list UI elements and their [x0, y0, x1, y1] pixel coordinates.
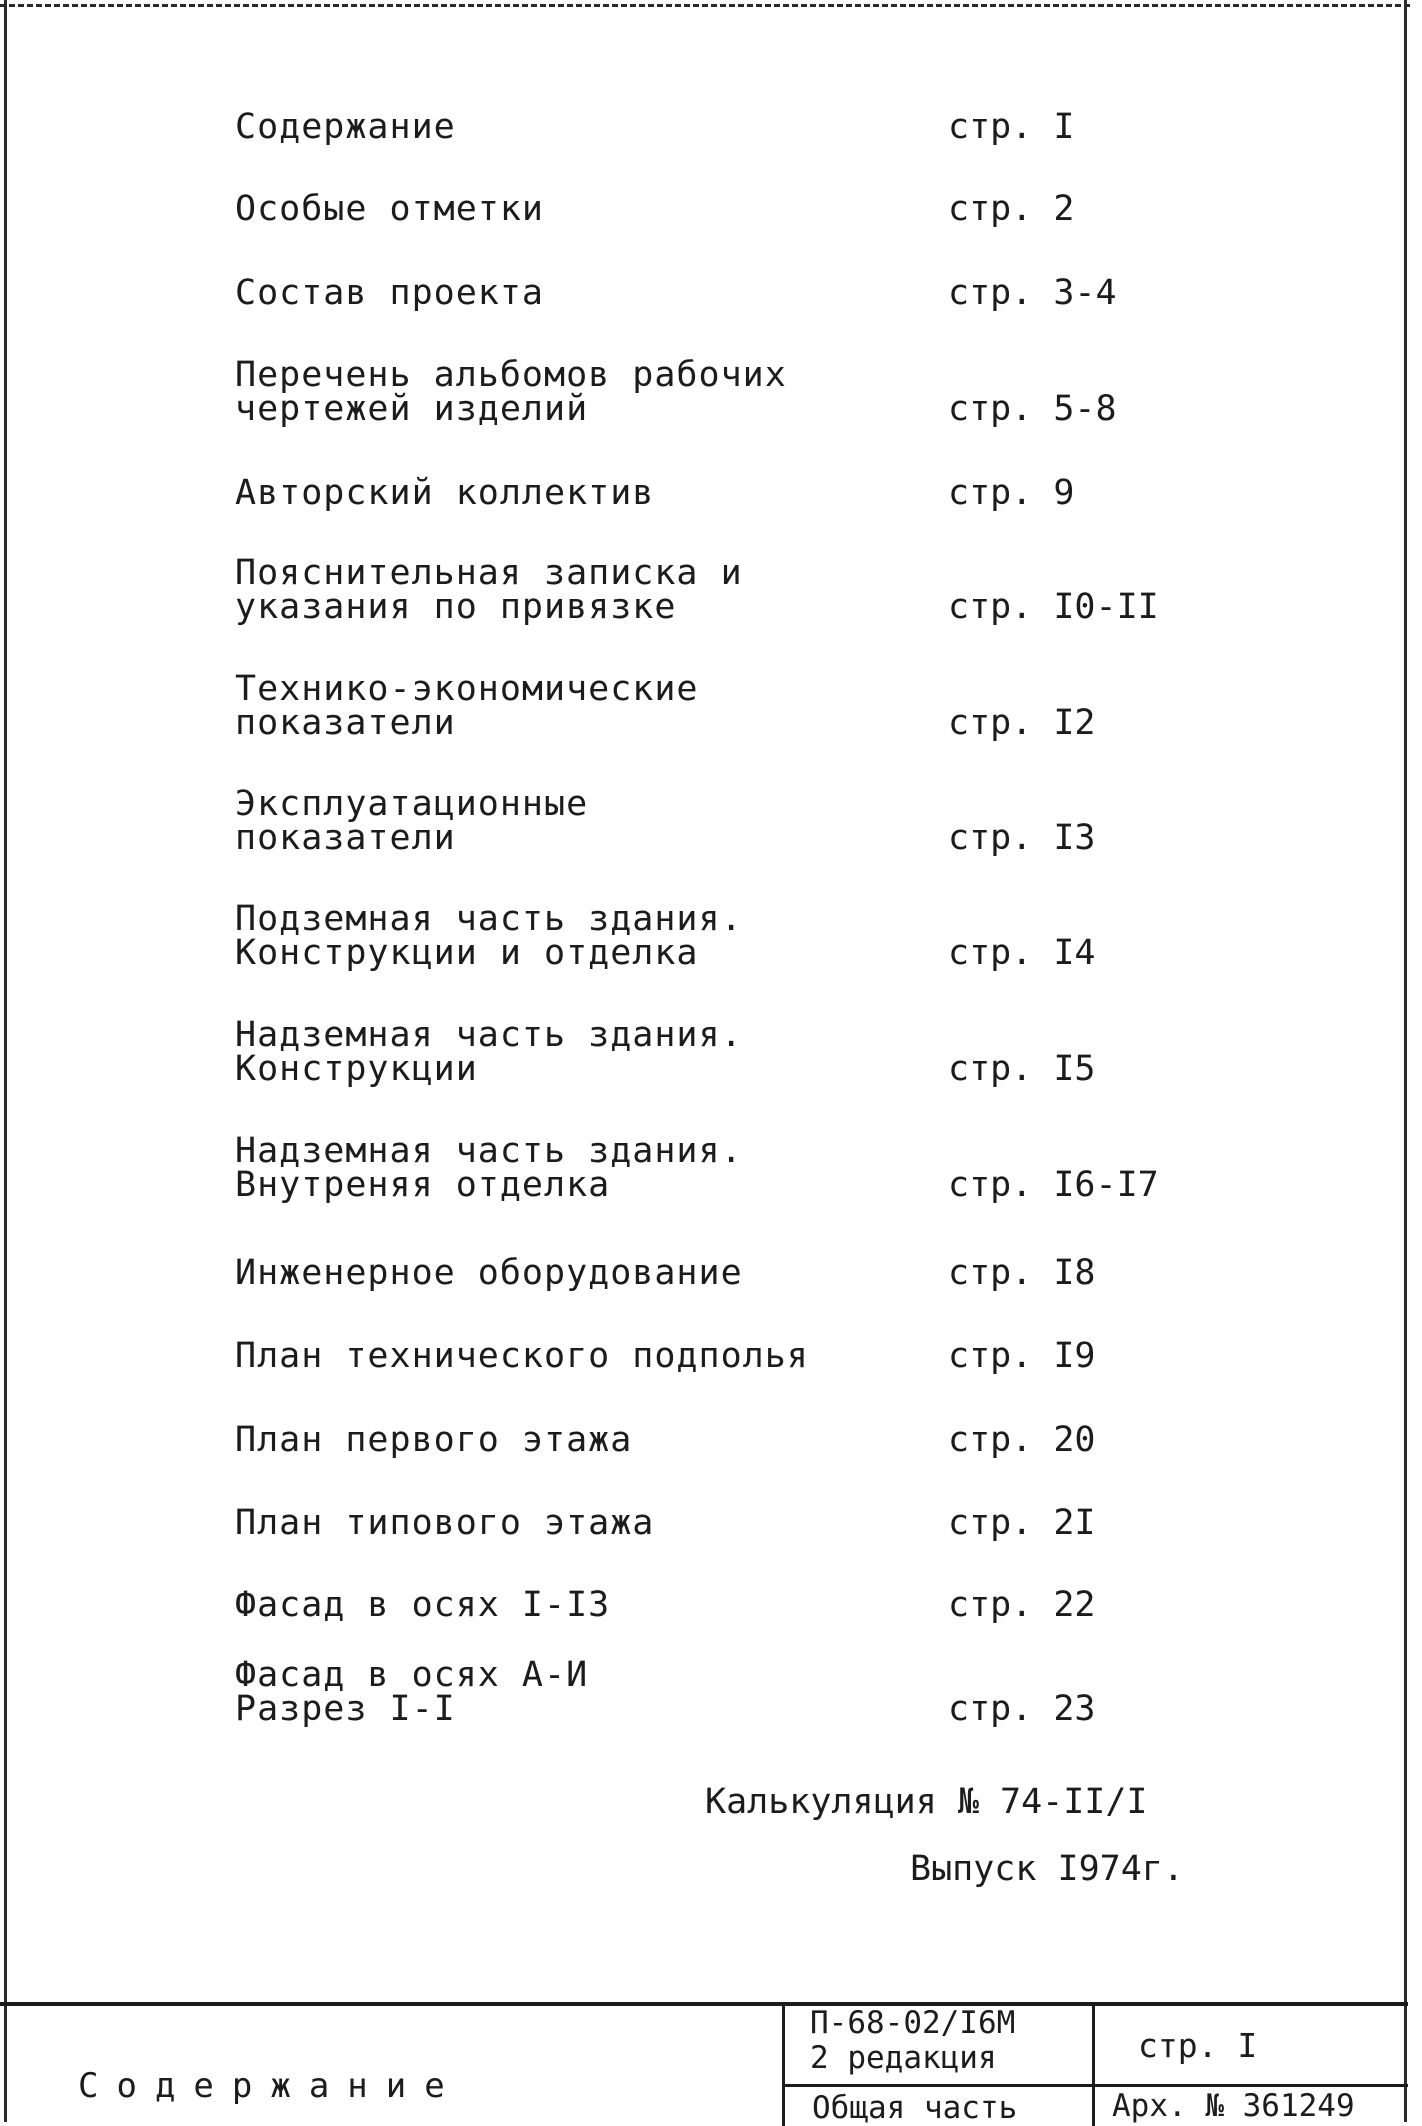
stamp-project-code: П-68-02/I6М: [810, 2005, 1016, 2041]
toc-title: План типового этажа: [235, 1503, 655, 1543]
toc-row: [0, 464, 1422, 513]
toc-page: стр. 9: [948, 473, 1075, 513]
calculation-number: Калькуляция № 74-II/I: [705, 1782, 1148, 1822]
toc-page: стр. I6-I7: [948, 1165, 1159, 1205]
toc-row: [0, 775, 1422, 858]
toc-row: [0, 544, 1422, 627]
toc-title: Пояснительная записка и указания по привязке: [235, 553, 743, 627]
toc-title: План первого этажа: [235, 1420, 633, 1460]
toc-row: [0, 98, 1422, 147]
toc-row: [0, 1494, 1422, 1543]
toc-row: [0, 1122, 1422, 1205]
toc-row: [0, 1006, 1422, 1089]
toc-title: Технико-экономические показатели: [235, 669, 699, 743]
toc-page: стр. 3-4: [948, 273, 1117, 313]
toc-row: [0, 1411, 1422, 1460]
stamp-divider: [1092, 2006, 1095, 2126]
stamp-edition: 2 редакция: [810, 2040, 997, 2076]
stamp-page-number: стр. I: [1138, 2026, 1258, 2065]
toc-row: [0, 264, 1422, 313]
toc-title: Содержание: [235, 107, 456, 147]
toc-page: стр. I0-II: [948, 587, 1159, 627]
toc-title: Инженерное оборудование: [235, 1253, 743, 1293]
toc-page: стр. 2I: [948, 1503, 1096, 1543]
toc-title: Надземная часть здания. Внутреняя отделка: [235, 1131, 743, 1205]
toc-page: стр. I3: [948, 818, 1096, 858]
toc-row: [0, 180, 1422, 229]
toc-title: Перечень альбомов рабочих чертежей изделий: [235, 355, 787, 429]
toc-page: стр. 22: [948, 1585, 1096, 1625]
stamp-part: Общая часть: [812, 2090, 1018, 2126]
toc-title: Фасад в осях I-I3: [235, 1585, 611, 1625]
toc-title: Особые отметки: [235, 189, 545, 229]
toc-row: [0, 346, 1422, 429]
toc-page: стр. 5-8: [948, 389, 1117, 429]
toc-row: [0, 1244, 1422, 1293]
toc-page: стр. I: [948, 107, 1075, 147]
toc-title: Подземная часть здания. Конструкции и отделка: [235, 899, 743, 973]
toc-title: Состав проекта: [235, 273, 545, 313]
toc-row: [0, 1327, 1422, 1376]
toc-page: стр. I2: [948, 703, 1096, 743]
toc-row: [0, 660, 1422, 743]
stamp-archive-number: Арх. № 361249: [1112, 2088, 1355, 2124]
toc-page: стр. 23: [948, 1689, 1096, 1729]
toc-page: стр. 20: [948, 1420, 1096, 1460]
toc-title: Эксплуатационные показатели: [235, 784, 589, 858]
issue-year: Выпуск I974г.: [910, 1849, 1184, 1889]
stamp-document-name: Содержание: [78, 2066, 463, 2106]
toc-row: [0, 1646, 1422, 1729]
toc-page: стр. I5: [948, 1049, 1096, 1089]
toc-page: стр. I4: [948, 933, 1096, 973]
toc-page: стр. I9: [948, 1336, 1096, 1376]
toc-row: [0, 1576, 1422, 1625]
toc-page: стр. I8: [948, 1253, 1096, 1293]
toc-title: Авторский коллектив: [235, 473, 655, 513]
toc-title: План технического подполья: [235, 1336, 809, 1376]
stamp-divider: [782, 2006, 785, 2126]
title-block-stamp: [0, 2002, 1408, 2126]
toc-row: [0, 890, 1422, 973]
toc-page: стр. 2: [948, 189, 1075, 229]
toc-title: Надземная часть здания. Конструкции: [235, 1015, 743, 1089]
stamp-divider: [782, 2084, 1408, 2087]
toc-title: Фасад в осях А-И Разрез I-I: [235, 1655, 589, 1729]
